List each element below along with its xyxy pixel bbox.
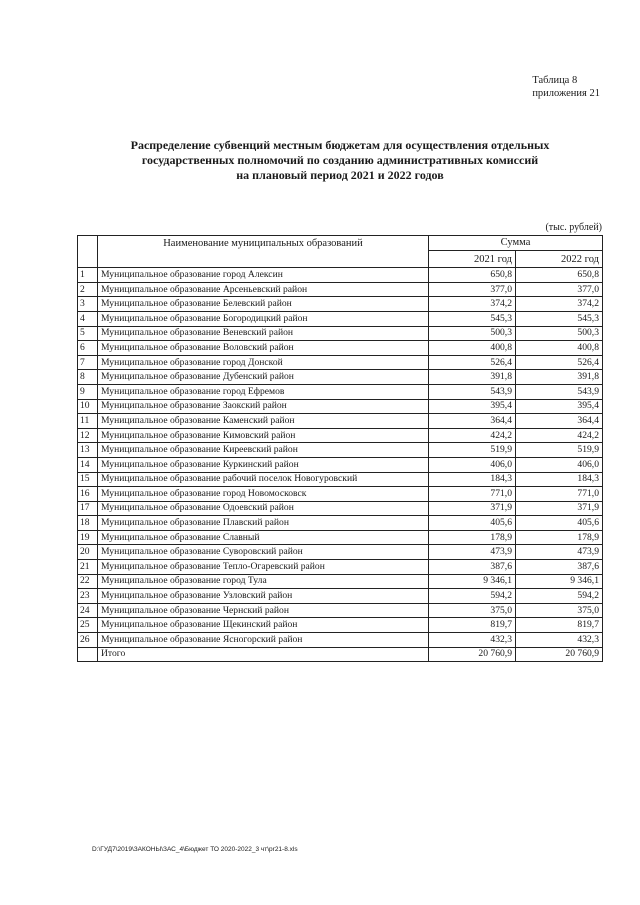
row-value-2022: 771,0 <box>516 487 603 502</box>
appendix-reference: приложения 21 <box>532 88 600 99</box>
row-number: 11 <box>78 414 98 429</box>
row-value-2022: 406,0 <box>516 457 603 472</box>
header-2022-cell: 2022 год <box>516 250 603 268</box>
row-name: Муниципальное образование Узловский район <box>98 589 429 604</box>
row-name: Муниципальное образование Каменский район <box>98 414 429 429</box>
row-value-2021: 9 346,1 <box>429 574 516 589</box>
row-name: Муниципальное образование город Ефремов <box>98 384 429 399</box>
row-number: 9 <box>78 384 98 399</box>
table-row <box>78 384 603 399</box>
row-value-2022: 375,0 <box>516 603 603 618</box>
row-value-2022: 519,9 <box>516 443 603 458</box>
row-value-2022: 395,4 <box>516 399 603 414</box>
row-number: 10 <box>78 399 98 414</box>
row-number: 25 <box>78 618 98 633</box>
row-value-2022: 374,2 <box>516 297 603 312</box>
table-body <box>78 268 603 662</box>
row-value-2022: 405,6 <box>516 516 603 531</box>
row-number: 14 <box>78 457 98 472</box>
table-row <box>78 633 603 648</box>
row-name: Муниципальное образование город Донской <box>98 355 429 370</box>
row-number: 26 <box>78 633 98 648</box>
title-line-1: Распределение субвенций местным бюджетам для осуществления отдельных <box>130 138 550 152</box>
table-row <box>78 268 603 283</box>
row-name: Муниципальное образование город Тула <box>98 574 429 589</box>
row-value-2021: 395,4 <box>429 399 516 414</box>
row-number: 5 <box>78 326 98 341</box>
row-value-2021: 473,9 <box>429 545 516 560</box>
row-value-2021: 371,9 <box>429 501 516 516</box>
row-value-2021: 184,3 <box>429 472 516 487</box>
table-row <box>78 574 603 589</box>
row-number: 19 <box>78 530 98 545</box>
row-value-2021: 375,0 <box>429 603 516 618</box>
row-value-2022: 526,4 <box>516 355 603 370</box>
table-row <box>78 530 603 545</box>
row-value-2022: 391,8 <box>516 370 603 385</box>
row-name: Муниципальное образование Заокский район <box>98 399 429 414</box>
row-value-2021: 650,8 <box>429 268 516 283</box>
row-value-2022: 184,3 <box>516 472 603 487</box>
row-value-2021: 543,9 <box>429 384 516 399</box>
table-row <box>78 311 603 326</box>
row-name: Муниципальное образование Дубенский район <box>98 370 429 385</box>
row-value-2021: 819,7 <box>429 618 516 633</box>
row-value-2022: 424,2 <box>516 428 603 443</box>
row-number: 4 <box>78 311 98 326</box>
table-row <box>78 282 603 297</box>
row-value-2021: 374,2 <box>429 297 516 312</box>
row-number: 15 <box>78 472 98 487</box>
row-number: 6 <box>78 341 98 356</box>
table-row <box>78 501 603 516</box>
row-value-2021: 519,9 <box>429 443 516 458</box>
row-number: 21 <box>78 560 98 575</box>
row-name: Муниципальное образование Одоевский район <box>98 501 429 516</box>
header-sum-cell: Сумма <box>429 236 603 251</box>
table-row <box>78 326 603 341</box>
row-value-2022: 371,9 <box>516 501 603 516</box>
file-path-footer: D:\ГУД7\2019\ЗАКОНЫ\ЗАС_4\Бюджет ТО 2020-2022_3 чт\pr21-8.xls <box>92 846 298 853</box>
row-value-2022: 650,8 <box>516 268 603 283</box>
table-row <box>78 443 603 458</box>
row-value-2021: 405,6 <box>429 516 516 531</box>
row-value-2021: 391,8 <box>429 370 516 385</box>
row-value-2021: 364,4 <box>429 414 516 429</box>
row-value-2021: 400,8 <box>429 341 516 356</box>
table-row <box>78 487 603 502</box>
row-name: Муниципальное образование Чернский район <box>98 603 429 618</box>
row-name: Муниципальное образование Славный <box>98 530 429 545</box>
row-value-2022: 377,0 <box>516 282 603 297</box>
table-row <box>78 370 603 385</box>
row-name: Муниципальное образование Богородицкий район <box>98 311 429 326</box>
table-row <box>78 399 603 414</box>
row-value-2022: 400,8 <box>516 341 603 356</box>
row-value-2021: 432,3 <box>429 633 516 648</box>
row-value-2022: 594,2 <box>516 589 603 604</box>
header-name-cell: Наименование муниципальных образований <box>98 236 429 268</box>
row-value-2022: 432,3 <box>516 633 603 648</box>
row-number: 3 <box>78 297 98 312</box>
row-number: 17 <box>78 501 98 516</box>
subventions-table <box>77 235 603 662</box>
row-value-2021: 424,2 <box>429 428 516 443</box>
title-line-2: государственных полномочий по созданию административных комиссий <box>141 153 539 167</box>
table-row <box>78 472 603 487</box>
row-name: Муниципальное образование Киреевский район <box>98 443 429 458</box>
row-name: Муниципальное образование Воловский район <box>98 341 429 356</box>
table-row <box>78 428 603 443</box>
total-label: Итого <box>98 647 429 662</box>
row-value-2022: 473,9 <box>516 545 603 560</box>
row-number: 16 <box>78 487 98 502</box>
row-number: 7 <box>78 355 98 370</box>
table-row <box>78 545 603 560</box>
row-name: Муниципальное образование Арсеньевский район <box>98 282 429 297</box>
row-name: Муниципальное образование Белевский район <box>98 297 429 312</box>
row-value-2021: 377,0 <box>429 282 516 297</box>
row-number: 24 <box>78 603 98 618</box>
table-row <box>78 355 603 370</box>
row-value-2021: 594,2 <box>429 589 516 604</box>
title-line-3: на плановый период 2021 и 2022 годов <box>236 168 444 182</box>
row-value-2022: 364,4 <box>516 414 603 429</box>
table-row <box>78 297 603 312</box>
header-2021-cell: 2021 год <box>429 250 516 268</box>
row-value-2021: 526,4 <box>429 355 516 370</box>
row-value-2022: 819,7 <box>516 618 603 633</box>
row-name: Муниципальное образование рабочий поселок Новогуровский <box>98 472 429 487</box>
row-number: 2 <box>78 282 98 297</box>
table-row <box>78 560 603 575</box>
row-number: 22 <box>78 574 98 589</box>
row-value-2021: 406,0 <box>429 457 516 472</box>
row-name: Муниципальное образование город Алексин <box>98 268 429 283</box>
row-value-2022: 545,3 <box>516 311 603 326</box>
row-value-2022: 500,3 <box>516 326 603 341</box>
row-number: 23 <box>78 589 98 604</box>
row-name: Муниципальное образование Суворовский район <box>98 545 429 560</box>
row-name: Муниципальное образование Ясногорский район <box>98 633 429 648</box>
row-number: 8 <box>78 370 98 385</box>
row-number: 20 <box>78 545 98 560</box>
header-number-cell <box>78 236 98 268</box>
document-title <box>80 138 600 183</box>
row-value-2022: 9 346,1 <box>516 574 603 589</box>
row-value-2021: 771,0 <box>429 487 516 502</box>
row-number: 18 <box>78 516 98 531</box>
row-number: 1 <box>78 268 98 283</box>
row-value-2022: 178,9 <box>516 530 603 545</box>
row-value-2022: 387,6 <box>516 560 603 575</box>
table-row <box>78 618 603 633</box>
table-row <box>78 516 603 531</box>
row-value-2021: 387,6 <box>429 560 516 575</box>
table-row <box>78 603 603 618</box>
total-row <box>78 647 603 662</box>
table-row <box>78 414 603 429</box>
table-caption <box>532 74 600 100</box>
row-name: Муниципальное образование город Новомосковск <box>98 487 429 502</box>
table-row <box>78 589 603 604</box>
row-name: Муниципальное образование Плавский район <box>98 516 429 531</box>
table-number: Таблица 8 <box>532 75 578 86</box>
row-name: Муниципальное образование Щекинский район <box>98 618 429 633</box>
row-value-2022: 543,9 <box>516 384 603 399</box>
row-name: Муниципальное образование Веневский район <box>98 326 429 341</box>
total-number-cell <box>78 647 98 662</box>
row-number: 12 <box>78 428 98 443</box>
row-name: Муниципальное образование Тепло-Огаревский район <box>98 560 429 575</box>
total-2022: 20 760,9 <box>516 647 603 662</box>
row-name: Муниципальное образование Кимовский район <box>98 428 429 443</box>
row-value-2021: 545,3 <box>429 311 516 326</box>
row-number: 13 <box>78 443 98 458</box>
table-row <box>78 341 603 356</box>
row-value-2021: 178,9 <box>429 530 516 545</box>
row-value-2021: 500,3 <box>429 326 516 341</box>
units-label: (тыс. рублей) <box>545 222 602 233</box>
row-name: Муниципальное образование Куркинский район <box>98 457 429 472</box>
header-row <box>78 236 603 251</box>
total-2021: 20 760,9 <box>429 647 516 662</box>
table-row <box>78 457 603 472</box>
